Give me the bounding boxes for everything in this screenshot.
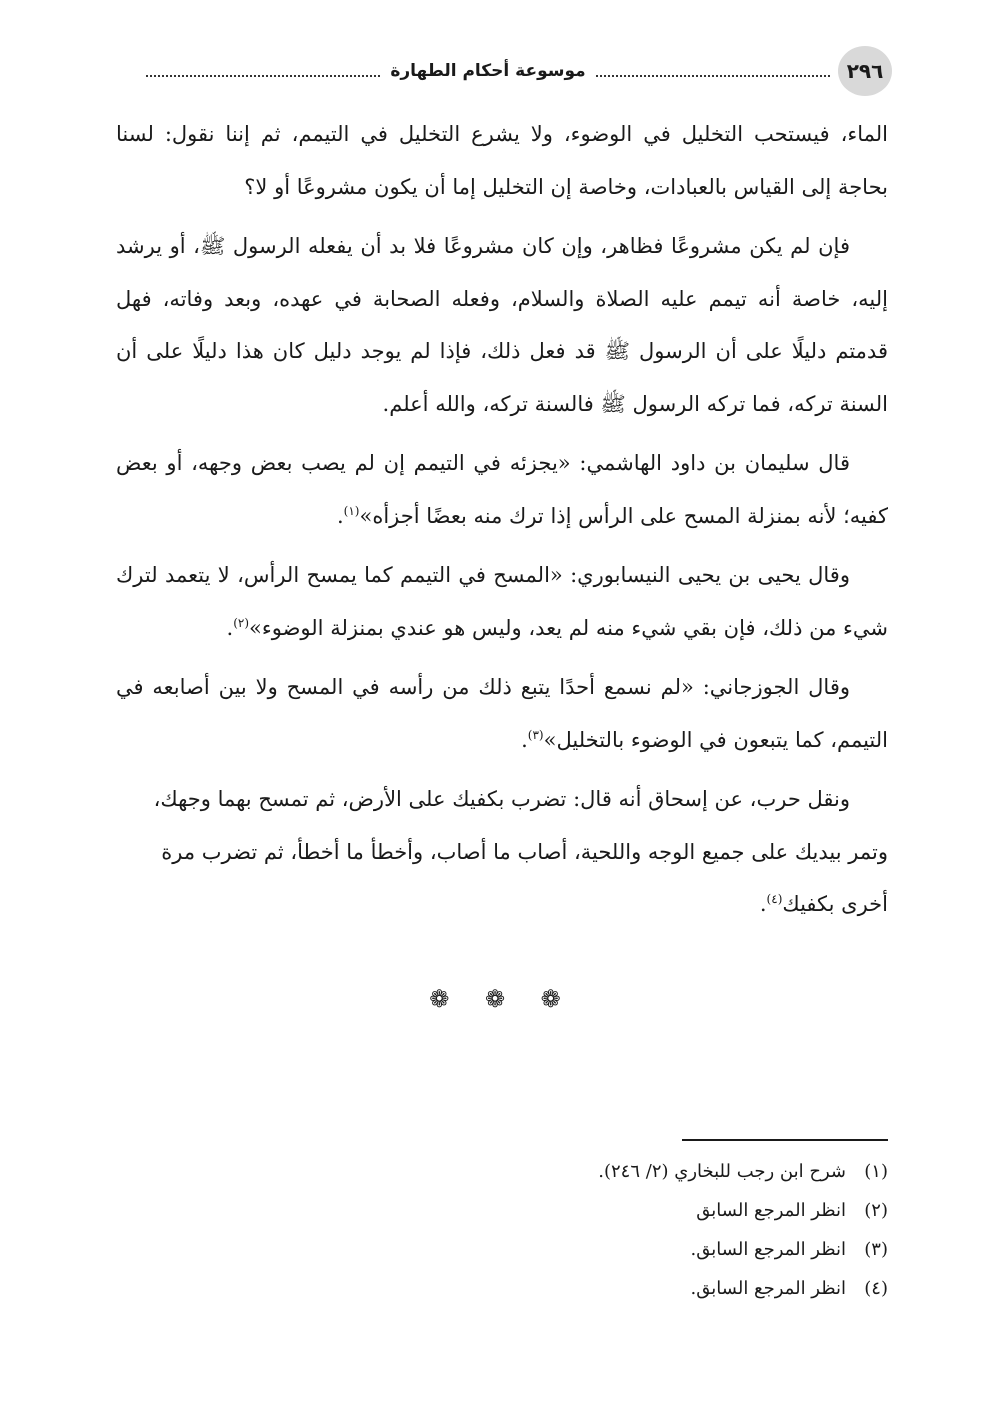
footnote-text: انظر المرجع السابق <box>696 1200 846 1221</box>
footnote-ref: (٤) <box>766 892 783 906</box>
running-head-title: موسوعة أحكام الطهارة <box>390 61 586 81</box>
footnote-text: انظر المرجع السابق. <box>690 1278 846 1299</box>
footnote-number: (٤) <box>864 1278 888 1299</box>
footnote-separator <box>682 1139 888 1141</box>
footnote-ref: (١) <box>343 503 360 518</box>
section-end-ornament: ❁ ❁ ❁ <box>429 985 575 1013</box>
footnote-number: (٢) <box>864 1200 888 1221</box>
header-leader-dots-right <box>596 75 830 77</box>
footnote <box>328 1191 888 1230</box>
main-text <box>116 108 888 938</box>
paragraph: الماء، فيستحب التخليل في الوضوء، ولا يشرع التخليل في التيمم، ثم إننا نقول: لسنا بحاجة إلى القياس بالعبادات، وخاصة إن التخليل إما أن يكون مشروعًا أو لا؟ <box>116 122 888 199</box>
page-number-badge <box>838 46 892 96</box>
footnote <box>328 1152 888 1191</box>
footnote <box>328 1230 888 1269</box>
paragraph: وقال يحيى بن يحيى النيسابوري: «المسح في التيمم كما يمسح الرأس، لا يتعمد لترك شيء من ذلك، فإن بقي شيء منه لم يعد، وليس هو عندي بمنزلة الوضوء»$^{(٢)}$. <box>116 563 888 640</box>
paragraph: قال سليمان بن داود الهاشمي: «يجزئه في التيمم إن لم يصب بعض وجهه، أو بعض كفيه؛ لأنه بمنزلة المسح على الرأس إذا ترك منه بعضًا أجزأه»$^{(١)}$. <box>116 451 888 528</box>
header-leader-dots-left <box>146 75 380 77</box>
footnote-number: (١) <box>864 1161 888 1182</box>
footnote-text: انظر المرجع السابق. <box>690 1239 846 1260</box>
footnote <box>328 1269 888 1308</box>
footnote-text: شرح ابن رجب للبخاري (٢/ ٢٤٦). <box>598 1161 846 1182</box>
page-number: ٢٩٦ <box>846 59 884 83</box>
running-head <box>146 61 830 81</box>
page-header <box>140 44 892 100</box>
footnotes <box>328 1152 888 1308</box>
footnote-number: (٣) <box>864 1239 888 1260</box>
paragraph: فإن لم يكن مشروعًا فظاهر، وإن كان مشروعًا فلا بد أن يفعله الرسول ﷺ، أو يرشد إليه، خاصة أنه تيمم عليه الصلاة والسلام، وفعله الصحابة في عهده، وبعد وفاته، فهل قدمتم دليلًا على أن الرسول ﷺ قد فعل ذلك، فإذا لم يوجد دليل كان هذا دليلًا على أن السنة تركه، فما تركه الرسول ﷺ فالسنة تركه، والله أعلم. <box>116 234 888 416</box>
paragraph: ونقل حرب، عن إسحاق أنه قال: تضرب بكفيك على الأرض، ثم تمسح بهما وجهك، وتمر بيديك على جميع الوجه واللحية، أصاب ما أصاب، وأخطأ ما أخطأ، ثم تضرب مرة أخرى بكفيك$^{(٤)}$. <box>153 787 888 916</box>
footnote-ref: (٢) <box>233 615 250 630</box>
footnote-ref: (٣) <box>527 727 544 742</box>
paragraph: وقال الجوزجاني: «لم نسمع أحدًا يتبع ذلك من رأسه في المسح ولا بين أصابعه في التيمم، كما يتبعون في الوضوء بالتخليل»$^{(٣)}$. <box>116 675 888 752</box>
